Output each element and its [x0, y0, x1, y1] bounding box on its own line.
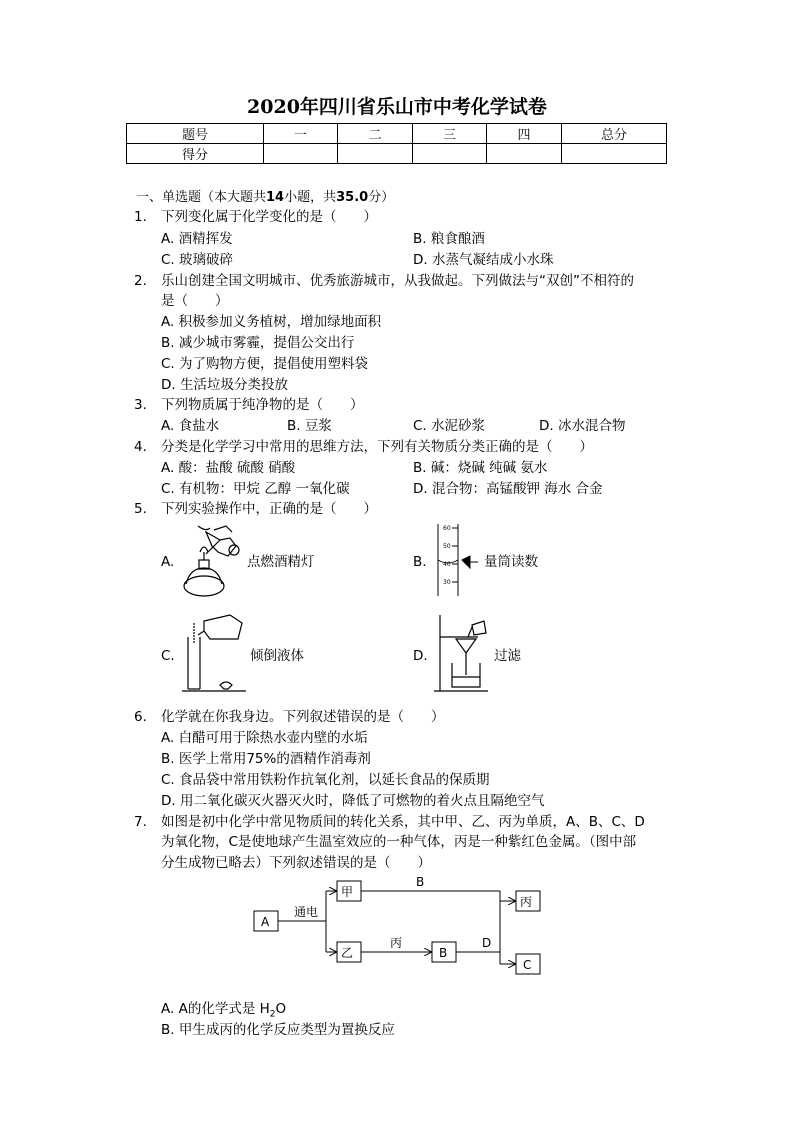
question-stem-cont: 是（ ）: [161, 293, 229, 309]
diagram-label-bing-box: 丙: [520, 895, 533, 909]
option-c-text: 倾倒液体: [250, 648, 304, 664]
option-b[interactable]: B. 粮食酿酒: [413, 231, 485, 247]
diagram-label-c-box: C: [523, 958, 532, 972]
option-a[interactable]: A. 食盐水: [161, 418, 220, 434]
diagram-label-yi: 乙: [341, 946, 354, 960]
option-b[interactable]: B. 豆浆: [287, 418, 332, 434]
question-stem: 分类是化学学习中常用的思维方法，下列有关物质分类正确的是（ ）: [161, 439, 593, 455]
score-cell[interactable]: [413, 144, 487, 164]
option-b[interactable]: B. 减少城市雾霾，提倡公交出行: [161, 335, 355, 351]
option-a-text: 点燃酒精灯: [247, 554, 315, 570]
option-d-letter[interactable]: D.: [413, 648, 428, 664]
question-number: 2.: [134, 273, 147, 289]
option-d[interactable]: D. 水蒸气凝结成小水珠: [413, 252, 554, 268]
score-header-cell: 题号: [127, 124, 264, 144]
score-cell[interactable]: [338, 144, 413, 164]
conversion-diagram: [250, 874, 550, 978]
section-heading: 一、单选题（本大题共14小题，共35.0分）: [136, 190, 395, 205]
lighting-alcohol-lamp-figure: [176, 522, 248, 600]
option-d[interactable]: D. 混合物：高锰酸钾 海水 合金: [413, 481, 603, 497]
score-cell[interactable]: [487, 144, 562, 164]
filtration-figure: [432, 613, 492, 695]
score-header-cell: 二: [338, 124, 413, 144]
question-number: 3.: [134, 397, 147, 413]
question-number: 6.: [134, 709, 147, 725]
option-a[interactable]: A. 酒精挥发: [161, 231, 233, 247]
page-title: 2020年四川省乐山市中考化学试卷: [247, 96, 547, 118]
arrow-label-bing: 丙: [390, 936, 403, 950]
arrow-label-electrolysis: 通电: [294, 905, 319, 919]
question-stem-cont: 为氧化物，C是使地球产生温室效应的一种气体，丙是一种紫红色金属。（图中部: [161, 834, 637, 850]
cylinder-tick-label: 50: [443, 543, 451, 550]
score-table-row: [127, 144, 667, 164]
arrow-label-d: D: [482, 936, 492, 950]
option-c[interactable]: C. 玻璃破碎: [161, 252, 234, 268]
question-stem-cont: 分生成物已略去）下列叙述错误的是（ ）: [161, 855, 431, 871]
score-cell[interactable]: [264, 144, 338, 164]
score-row-label: 得分: [127, 144, 264, 164]
option-b-text: 量筒读数: [484, 554, 538, 570]
question-stem: 下列变化属于化学变化的是（ ）: [161, 209, 377, 225]
diagram-label-jia: 甲: [341, 885, 354, 899]
score-header-cell: 四: [487, 124, 562, 144]
diagram-label-a: A: [261, 915, 270, 929]
option-a[interactable]: A. 白醋可用于除热水壶内壁的水垢: [161, 730, 368, 746]
option-c-letter[interactable]: C.: [161, 648, 175, 664]
option-d[interactable]: D. 生活垃圾分类投放: [161, 377, 288, 393]
question-stem: 如图是初中化学中常见物质间的转化关系，其中甲、乙、丙为单质，A、B、C、D: [161, 814, 645, 830]
option-c[interactable]: C. 有机物：甲烷 乙醇 一氧化碳: [161, 481, 350, 497]
graduated-cylinder-figure: [430, 522, 484, 598]
option-d[interactable]: D. 冰水混合物: [539, 418, 626, 434]
option-c[interactable]: C. 水泥砂浆: [413, 418, 486, 434]
question-number: 4.: [134, 439, 147, 455]
option-b-letter[interactable]: B.: [413, 554, 427, 570]
score-table-header-row: [127, 124, 667, 144]
cylinder-tick-label: 30: [443, 579, 451, 586]
option-b[interactable]: B. 碱：烧碱 纯碱 氨水: [413, 460, 548, 476]
option-d-text: 过滤: [494, 648, 521, 664]
question-number: 7.: [134, 814, 147, 830]
cylinder-tick-label: 40: [443, 561, 451, 568]
score-cell[interactable]: [562, 144, 667, 164]
option-c[interactable]: C. 为了购物方便，提倡使用塑料袋: [161, 356, 369, 372]
score-header-cell: 一: [264, 124, 338, 144]
option-a-letter[interactable]: A.: [161, 554, 175, 570]
question-number: 5.: [134, 501, 147, 517]
option-a[interactable]: A. A的化学式是 $H_2O$: [161, 1001, 287, 1020]
score-header-cell: 总分: [562, 124, 667, 144]
option-d[interactable]: D. 用二氧化碳灭火器灭火时，降低了可燃物的着火点且隔绝空气: [161, 793, 545, 809]
question-stem: 下列实验操作中，正确的是（ ）: [161, 501, 377, 517]
question-stem: 下列物质属于纯净物的是（ ）: [161, 397, 364, 413]
question-number: 1.: [134, 209, 147, 225]
score-header-cell: 三: [413, 124, 487, 144]
question-stem: 化学就在你我身边。下列叙述错误的是（ ）: [161, 709, 445, 725]
option-c[interactable]: C. 食品袋中常用铁粉作抗氧化剂，以延长食品的保质期: [161, 772, 490, 788]
arrow-label-b: B: [416, 875, 425, 889]
cylinder-tick-label: 60: [443, 525, 451, 532]
diagram-label-b-box: B: [439, 946, 448, 960]
option-b[interactable]: B. 医学上常用75%的酒精作消毒剂: [161, 751, 371, 767]
option-a[interactable]: A. 积极参加义务植树，增加绿地面积: [161, 314, 382, 330]
score-table: [126, 123, 667, 164]
option-a[interactable]: A. 酸：盐酸 硫酸 硝酸: [161, 460, 296, 476]
option-b[interactable]: B. 甲生成丙的化学反应类型为置换反应: [161, 1022, 395, 1038]
question-stem: 乐山创建全国文明城市、优秀旅游城市，从我做起。下列做法与“双创”不相符的: [161, 273, 634, 289]
pouring-liquid-figure: [180, 613, 250, 695]
